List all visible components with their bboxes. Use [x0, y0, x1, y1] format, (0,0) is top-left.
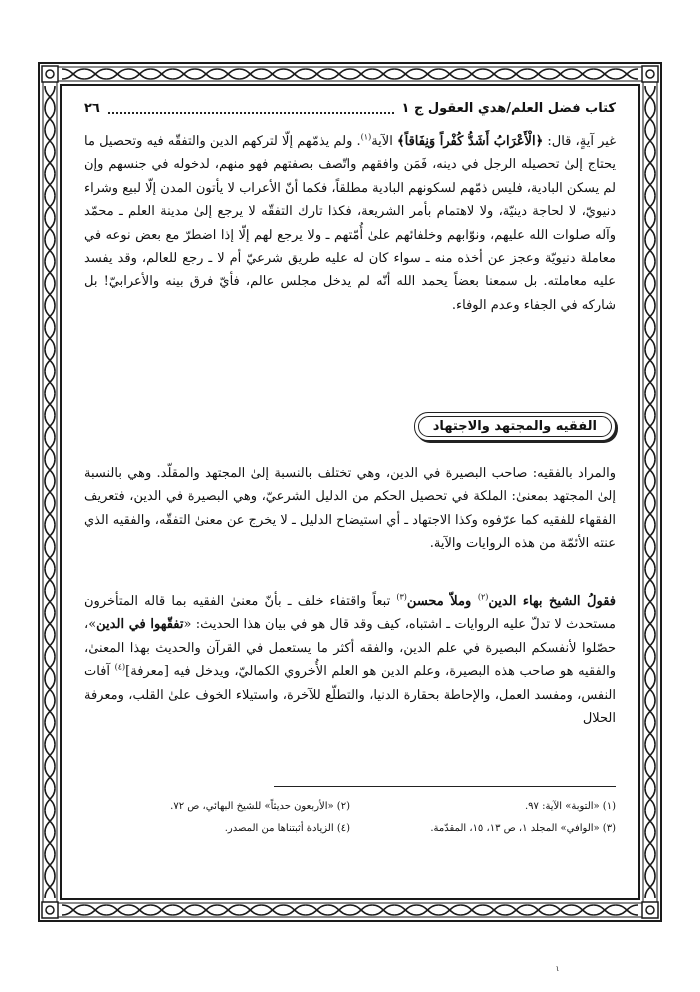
- footnote-4: (٤) الزيادة أثبتناها من المصدر.: [224, 823, 350, 834]
- footnote-3: (٣) «الوافي» المجلد ١، ص ١٣، ١٥، المقدّمة.: [430, 823, 616, 834]
- footnote-1: (١) «التوبة» الآية: ٩٧.: [524, 801, 616, 812]
- footnote-ref-4[interactable]: (٤): [114, 662, 126, 672]
- text-run: الآية: [371, 134, 397, 149]
- running-header: [84, 96, 616, 120]
- book-title: كتاب فضل العلم/هدي العقول ج ١: [401, 100, 616, 116]
- footnote-ref-2[interactable]: (٢): [477, 592, 489, 602]
- paragraph: [84, 590, 616, 730]
- footnote-ref-1[interactable]: (١): [360, 132, 372, 142]
- footnote-ref-3[interactable]: (٣): [396, 592, 407, 602]
- paragraph: [84, 130, 616, 317]
- text-run: »، حصّلوا لأنفسكم البصيرة في علم الدين، والفقه أكثر ما يستعمل في القرآن والحديث بهذا المعنىٰ، والفقيه هو صاحب هذه البصيرة، وعلم الدين هو العلم الأُخروي الكماليّ، ويدخل فيه [معرفة]: [84, 617, 616, 680]
- bold-lead: وملاّ محسن: [406, 594, 478, 609]
- text-run: . ولم يذمّهم إلّا لتركهم الدين والتفقّه فيه وتحصيل ما يحتاج إلىٰ تحصيله الرجل في دينه، فَمَن وافقهم واتّصف بصفتهم فهو منهم، لدخوله في جنسهم وإن لم يسكن البادية، فليس ذمّهم لسكونهم البادية مطلقاً، فكما أنّ الأعراب لا يأتون المدن إلّا لبيع وشراء دنيويّ، لا لحاجة دينيّة، ولا لاهتمام بأمر الشريعة، فكذا تارك التفقّه لا يرجع إلىٰ مدينة العلم ـ محمّد وآله صلوات الله عليهم، ونوّابهم وخلفائهم علىٰ أُمّتهم ـ ولا يرجع لهم إلّا إذا اضطرّ مع بعض نوعه في معاملة دنيويّة وعجز عن أخذه منه ـ سواء كان له عليه طريق شرعيّ أم لا ـ رجع للعالم، وقد يفسد عليه معاملته. بل سمعنا بعضاً يحمد الله أنّه لم يدخل مجلس عالم، فأيّ فرق بينه والأعرابيّ! بل شاركه في الجفاء وعدم الوفاء.: [84, 134, 616, 313]
- text-run: تبعاً واقتفاء خلف ـ بأنّ معنىٰ الفقيه بما قاله المتأخرون مستحدث لا تدلّ عليه الروايات ـ اشتباه، كيف وقد قال هو في بيان هذا الحديث: «: [84, 594, 616, 633]
- paragraph-definition: [84, 462, 616, 556]
- header-leader-dots: [108, 102, 394, 114]
- footnotes: [84, 796, 616, 840]
- paragraph-discussion: [84, 590, 616, 730]
- paragraph: والمراد بالفقيه: صاحب البصيرة في الدين، وهي تختلف بالنسبة إلىٰ المجتهد والمقلّد. وهي بالنسبة إلىٰ المجتهد بمعنىٰ: الملكة في تحصيل الحكم من الدليل الشرعيّ، وهي البصيرة في الدين، فتعريف الفقهاء للفقيه كما عرّفوه وكذا الاجتهاد ـ أي استيضاح الدليل ـ لا يخرج عن معنىٰ التفقّه، والفقيه الذي عنته الأئمّة من هذه الروايات والآية.: [84, 466, 616, 552]
- page-number: ٢٦: [84, 100, 100, 116]
- bold-lead: فقولُ الشيخ بهاء الدين: [488, 594, 617, 609]
- paragraph-intro: [84, 130, 616, 317]
- footnote-2: (٢) «الأربعون حديثاً» للشيخ البهائي، ص ٧٢.: [170, 801, 350, 812]
- section-heading-box: [414, 412, 616, 441]
- footnote-separator: [274, 786, 616, 787]
- hadith-quote: تفقّهوا في الدين: [96, 617, 184, 633]
- text-run: آفات النفس، ومفسد العمل، والإحاطة بحقارة الدنيا، والتطلّع للآخرة، واستيلاء الخوف علىٰ القلب، ومعرفة الحلال: [84, 664, 616, 727]
- section-heading: الفقيه والمجتهد والاجتهاد: [418, 416, 612, 437]
- text-run: غير آيةٍ، قال:: [543, 134, 616, 149]
- quran-quote: ﴿الْأَعْرَابُ أَشَدُّ كُفْراً وَنِفَاقاً﴾: [396, 134, 544, 149]
- page-mark: ι: [556, 964, 560, 973]
